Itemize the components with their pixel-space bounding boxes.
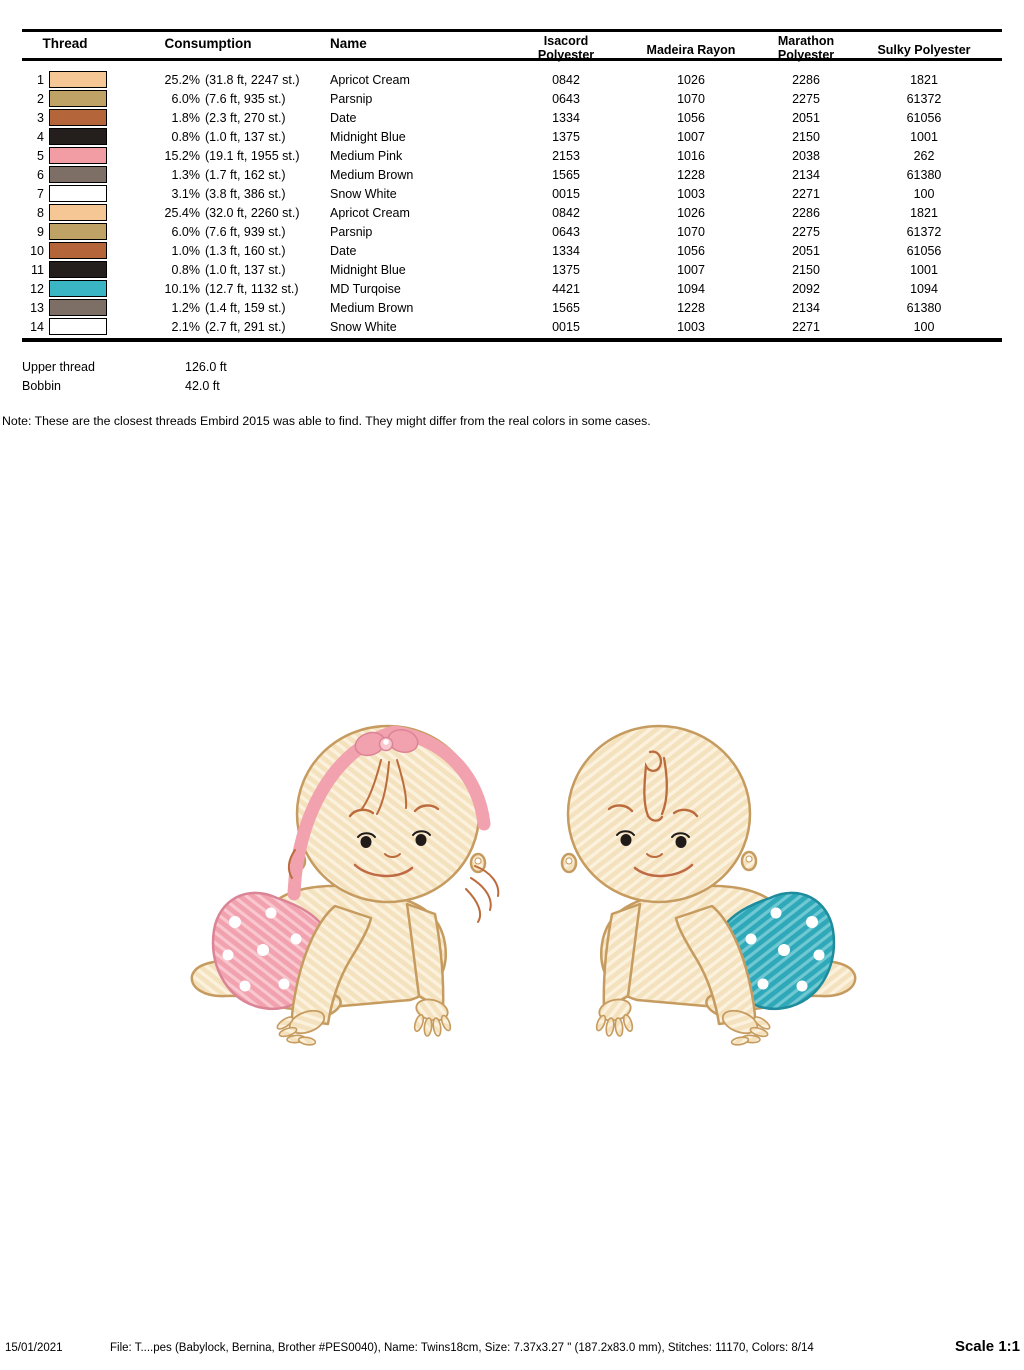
code-madeira: 1007	[677, 262, 705, 277]
consumption-detail: (3.8 ft, 386 st.)	[205, 186, 286, 201]
thread-color-swatch	[49, 109, 107, 126]
bobbin-value: 42.0 ft	[185, 378, 220, 393]
code-isacord: 2153	[552, 148, 580, 163]
thread-totals	[22, 357, 227, 395]
consumption-percent: 10.1%	[164, 281, 200, 296]
bobbin-label: Bobbin	[22, 378, 61, 393]
table-row	[22, 260, 1002, 279]
thread-name: Parsnip	[330, 91, 373, 106]
thread-color-swatch	[49, 318, 107, 335]
consumption-detail: (12.7 ft, 1132 st.)	[205, 281, 299, 296]
status-bar	[0, 1336, 1024, 1360]
thread-color-swatch	[49, 261, 107, 278]
header-brand-marathon: Marathon Polyester	[777, 34, 835, 62]
code-madeira: 1026	[677, 72, 705, 87]
consumption-percent: 25.4%	[164, 205, 200, 220]
thread-name: Medium Brown	[330, 167, 414, 182]
consumption-detail: (2.7 ft, 291 st.)	[205, 319, 286, 334]
table-row	[22, 165, 1002, 184]
code-sulky: 100	[913, 186, 935, 201]
header-brand-sulky: Sulky Polyester	[877, 43, 971, 57]
consumption-detail: (32.0 ft, 2260 st.)	[205, 205, 300, 220]
code-marathon: 2286	[792, 205, 820, 220]
code-marathon: 2051	[792, 243, 820, 258]
thread-name: Apricot Cream	[330, 205, 410, 220]
upper-thread-label: Upper thread	[22, 359, 95, 374]
header-brand-madeira: Madeira Rayon	[646, 43, 736, 57]
status-scale: Scale 1:1	[954, 1338, 1020, 1355]
thread-color-swatch	[49, 90, 107, 107]
code-isacord: 0643	[552, 224, 580, 239]
consumption-detail: (19.1 ft, 1955 st.)	[205, 148, 300, 163]
thread-name: Medium Brown	[330, 300, 414, 315]
consumption-percent: 2.1%	[171, 319, 200, 334]
thread-name: Date	[330, 110, 357, 125]
table-row	[22, 70, 1002, 89]
consumption-detail: (1.4 ft, 159 st.)	[205, 300, 286, 315]
code-isacord: 1334	[552, 110, 580, 125]
table-row	[22, 279, 1002, 298]
thread-number: 1	[37, 72, 44, 87]
code-sulky: 61372	[906, 224, 942, 239]
table-row	[22, 298, 1002, 317]
thread-name: Midnight Blue	[330, 262, 406, 277]
code-madeira: 1070	[677, 224, 705, 239]
code-marathon: 2275	[792, 91, 820, 106]
code-isacord: 0842	[552, 205, 580, 220]
thread-color-swatch	[49, 280, 107, 297]
code-isacord: 0842	[552, 72, 580, 87]
header-thread: Thread	[42, 36, 88, 51]
table-row	[22, 184, 1002, 203]
code-madeira: 1228	[677, 167, 705, 182]
consumption-detail: (7.6 ft, 935 st.)	[205, 91, 286, 106]
header-brand-isacord: Isacord Polyester	[537, 34, 595, 62]
consumption-percent: 25.2%	[164, 72, 200, 87]
thread-name: Midnight Blue	[330, 129, 406, 144]
code-marathon: 2150	[792, 262, 820, 277]
code-isacord: 0643	[552, 91, 580, 106]
thread-color-swatch	[49, 223, 107, 240]
code-isacord: 1375	[552, 262, 580, 277]
thread-color-swatch	[49, 204, 107, 221]
thread-color-swatch	[49, 166, 107, 183]
code-isacord: 4421	[552, 281, 580, 296]
consumption-percent: 0.8%	[171, 262, 200, 277]
thread-color-swatch	[49, 242, 107, 259]
consumption-cell	[108, 187, 308, 201]
thread-number: 6	[37, 167, 44, 182]
consumption-detail: (1.0 ft, 137 st.)	[205, 129, 286, 144]
thread-color-swatch	[49, 299, 107, 316]
thread-number: 5	[37, 148, 44, 163]
thread-number: 9	[37, 224, 44, 239]
code-madeira: 1007	[677, 129, 705, 144]
upper-thread-value: 126.0 ft	[185, 359, 227, 374]
code-madeira: 1228	[677, 300, 705, 315]
threads-note: Note: These are the closest threads Embird 2015 was able to find. They might differ from the real colors in some cases.	[2, 414, 651, 428]
table-row	[22, 203, 1002, 222]
consumption-cell	[108, 225, 308, 239]
thread-number: 12	[30, 281, 44, 296]
table-row	[22, 241, 1002, 260]
code-sulky: 262	[913, 148, 935, 163]
embroidery-design-preview	[0, 700, 1024, 1060]
thread-name: Medium Pink	[330, 148, 403, 163]
table-row	[22, 146, 1002, 165]
consumption-cell	[108, 263, 308, 277]
table-row	[22, 108, 1002, 127]
consumption-cell	[108, 92, 308, 106]
thread-name: Apricot Cream	[330, 72, 410, 87]
thread-name: Snow White	[330, 319, 397, 334]
baby-boy	[562, 726, 855, 1046]
code-marathon: 2092	[792, 281, 820, 296]
consumption-detail: (1.3 ft, 160 st.)	[205, 243, 286, 258]
code-madeira: 1094	[677, 281, 705, 296]
consumption-detail: (1.7 ft, 162 st.)	[205, 167, 286, 182]
consumption-percent: 15.2%	[164, 148, 200, 163]
thread-table-header	[22, 30, 1002, 62]
code-isacord: 0015	[552, 186, 580, 201]
consumption-cell	[108, 149, 308, 163]
consumption-cell	[108, 73, 308, 87]
code-sulky: 1001	[910, 129, 938, 144]
code-marathon: 2134	[792, 167, 820, 182]
consumption-percent: 1.0%	[171, 243, 200, 258]
thread-number: 2	[37, 91, 44, 106]
code-marathon: 2286	[792, 72, 820, 87]
consumption-percent: 6.0%	[171, 91, 200, 106]
consumption-cell	[108, 206, 308, 220]
code-isacord: 1375	[552, 129, 580, 144]
consumption-percent: 6.0%	[171, 224, 200, 239]
code-madeira: 1016	[677, 148, 705, 163]
consumption-cell	[108, 244, 308, 258]
code-sulky: 100	[913, 319, 935, 334]
thread-number: 8	[37, 205, 44, 220]
code-sulky: 1094	[910, 281, 938, 296]
thread-name: Parsnip	[330, 224, 373, 239]
code-sulky: 61372	[906, 91, 942, 106]
code-marathon: 2038	[792, 148, 820, 163]
code-sulky: 1001	[910, 262, 938, 277]
consumption-percent: 1.2%	[171, 300, 200, 315]
consumption-detail: (1.0 ft, 137 st.)	[205, 262, 286, 277]
thread-color-swatch	[49, 185, 107, 202]
table-row	[22, 89, 1002, 108]
code-marathon: 2271	[792, 186, 820, 201]
code-isacord: 1565	[552, 300, 580, 315]
code-sulky: 61380	[906, 300, 942, 315]
consumption-detail: (2.3 ft, 270 st.)	[205, 110, 286, 125]
thread-number: 14	[30, 319, 44, 334]
table-row	[22, 222, 1002, 241]
consumption-cell	[108, 301, 308, 315]
consumption-detail: (7.6 ft, 939 st.)	[205, 224, 286, 239]
consumption-percent: 1.8%	[171, 110, 200, 125]
code-isacord: 1565	[552, 167, 580, 182]
status-date: 15/01/2021	[5, 1342, 63, 1354]
thread-number: 10	[30, 243, 44, 258]
code-sulky: 61380	[906, 167, 942, 182]
thread-number: 7	[37, 186, 44, 201]
code-madeira: 1026	[677, 205, 705, 220]
consumption-percent: 3.1%	[171, 186, 200, 201]
code-marathon: 2051	[792, 110, 820, 125]
code-marathon: 2275	[792, 224, 820, 239]
consumption-cell	[108, 320, 308, 334]
consumption-percent: 0.8%	[171, 129, 200, 144]
code-madeira: 1003	[677, 319, 705, 334]
consumption-cell	[108, 282, 308, 296]
thread-color-swatch	[49, 71, 107, 88]
consumption-cell	[108, 130, 308, 144]
consumption-cell	[108, 168, 308, 182]
table-row	[22, 127, 1002, 146]
code-madeira: 1056	[677, 243, 705, 258]
thread-name: Date	[330, 243, 357, 258]
code-isacord: 1334	[552, 243, 580, 258]
thread-color-swatch	[49, 128, 107, 145]
consumption-percent: 1.3%	[171, 167, 200, 182]
header-name: Name	[330, 36, 367, 51]
thread-name: Snow White	[330, 186, 397, 201]
code-sulky: 1821	[910, 205, 938, 220]
code-madeira: 1003	[677, 186, 705, 201]
consumption-detail: (31.8 ft, 2247 st.)	[205, 72, 300, 87]
code-marathon: 2271	[792, 319, 820, 334]
baby-girl	[192, 726, 498, 1046]
code-madeira: 1056	[677, 110, 705, 125]
thread-name: MD Turqoise	[330, 281, 401, 296]
code-isacord: 0015	[552, 319, 580, 334]
thread-number: 4	[37, 129, 44, 144]
code-marathon: 2134	[792, 300, 820, 315]
header-consumption: Consumption	[164, 36, 252, 51]
table-bottom-rule	[22, 338, 1002, 342]
code-sulky: 61056	[906, 243, 942, 258]
thread-number: 3	[37, 110, 44, 125]
code-sulky: 61056	[906, 110, 942, 125]
consumption-cell	[108, 111, 308, 125]
table-row	[22, 317, 1002, 336]
thread-color-swatch	[49, 147, 107, 164]
code-madeira: 1070	[677, 91, 705, 106]
thread-table-body	[22, 70, 1002, 336]
code-marathon: 2150	[792, 129, 820, 144]
thread-number: 11	[31, 262, 44, 277]
status-file-info: File: T....pes (Babylock, Bernina, Brother #PES0040), Name: Twins18cm, Size: 7.37x3.27 " (187.2x83.0 mm), Stitches: 11170, Colors: 8/14	[110, 1342, 814, 1354]
code-sulky: 1821	[910, 72, 938, 87]
thread-number: 13	[30, 300, 44, 315]
